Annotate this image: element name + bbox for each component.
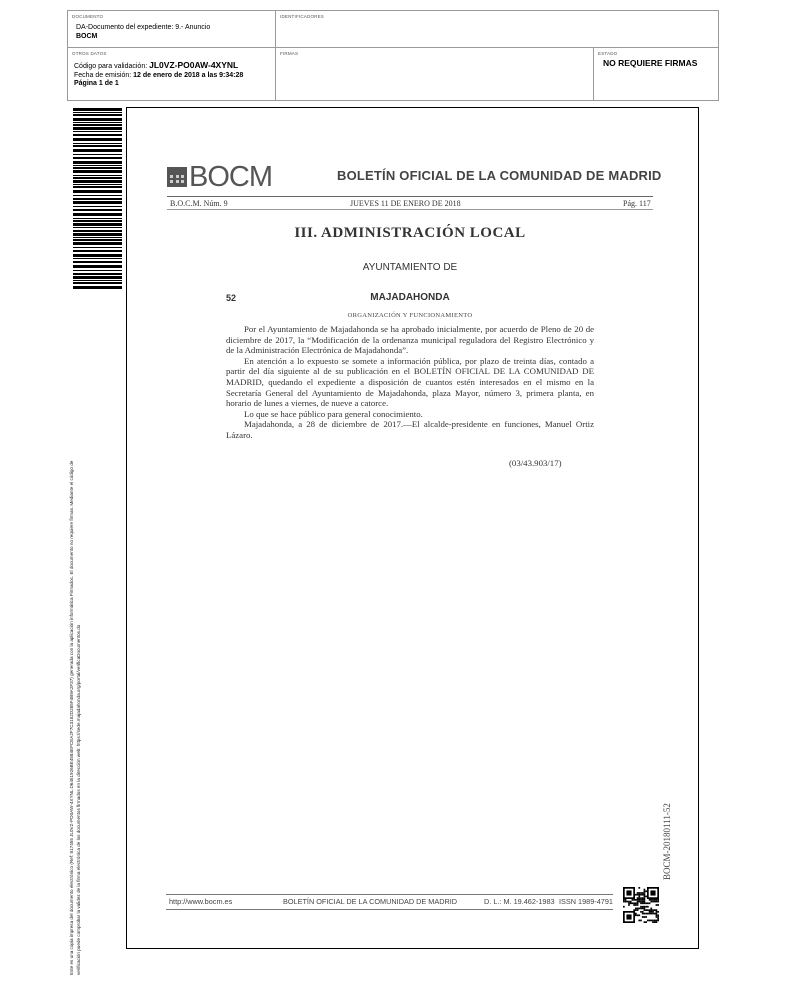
page-count: Página 1 de 1	[74, 80, 119, 87]
side-text-line1: Este es una copia impresa del documento electrónico (Ref: 817455 JL0VZ-PO0AW-4XYNL D6451926BE4584EFCEA2F7C3152D285F4B9A2F37) generada con la aplicación informática Firmadoc. El documento no requiere firmas. Mediante el código de	[69, 460, 74, 975]
section-title: III. ADMINISTRACIÓN LOCAL	[294, 225, 526, 241]
footer-title: BOLETÍN OFICIAL DE LA COMUNIDAD DE MADRID	[283, 897, 458, 906]
documento-line2: BOCM	[76, 33, 98, 40]
issue-number: B.O.C.M. Núm. 9	[170, 199, 228, 208]
identificadores-cell	[275, 11, 719, 47]
documento-line1: DA-Documento del expediente: 9.- Anuncio	[76, 24, 211, 31]
barcode-icon	[73, 108, 122, 290]
estado-value: NO REQUIERE FIRMAS	[603, 58, 698, 68]
paragraph: Lo que se hace público para general conocimiento.	[244, 408, 423, 419]
identificadores-label: IDENTIFICADORES	[280, 14, 325, 19]
masthead-title: BOLETÍN OFICIAL DE LA COMUNIDAD DE MADRID	[337, 168, 662, 183]
document-header-table	[67, 10, 719, 101]
entry-number: 52	[226, 293, 237, 303]
footer-url[interactable]: http://www.bocm.es	[169, 897, 233, 906]
firmas-label: FIRMAS	[280, 51, 299, 56]
meta-divider	[167, 209, 653, 210]
documento-label: DOCUMENTO	[72, 14, 104, 19]
announcement-body	[226, 324, 594, 441]
otros-datos-cell	[68, 47, 275, 101]
bulletin-footer	[166, 894, 613, 910]
announcement-reference: (03/43.903/17)	[509, 458, 562, 468]
validation-code[interactable]: JL0VZ-PO0AW-4XYNL	[149, 60, 239, 70]
logo-text: BOCM	[189, 161, 272, 193]
documento-cell	[68, 11, 275, 47]
ayuntamiento-heading: AYUNTAMIENTO DE	[362, 262, 458, 273]
entity-name: MAJADAHONDA	[370, 292, 450, 303]
firmas-cell	[275, 47, 593, 101]
madrid-stars-icon	[167, 167, 187, 187]
paragraph: Majadahonda, a 28 de diciembre de 2017.—El alcalde-presidente en funciones, Manuel Ortiz Lázaro.	[226, 419, 594, 440]
masthead-divider	[167, 196, 653, 197]
bocm-logo	[167, 161, 272, 193]
qr-code-icon	[623, 887, 659, 923]
issue-date-line: JUEVES 11 DE ENERO DE 2018	[350, 199, 461, 208]
fecha-prefix: Fecha de emisión:	[74, 72, 132, 79]
paragraph: Por el Ayuntamiento de Majadahonda se ha aprobado inicialmente, por acuerdo de Pleno de 20 de diciembre de 2017, la “Modificación de la ordenanza municipal reguladora del Registro Electrónico y de la Administración Electrónica de Majadahonda”.	[226, 324, 594, 356]
otros-datos-label: OTROS DATOS	[72, 51, 107, 56]
footer-issn: ISSN 1989-4791	[559, 897, 613, 906]
issue-date: 12 de enero de 2018 a las 9:34:28	[133, 72, 244, 79]
estado-label: ESTADO	[598, 51, 618, 56]
paragraph: En atención a lo expuesto se somete a información pública, por plazo de treinta días, contado a partir del día siguiente al de su publicación en el BOLETÍN OFICIAL DE LA COMUNIDAD DE MADRID, quedando el expediente a disposición de cuantos estén interesados en el mismo en la Secretaría General del Ayuntamiento de Majadahonda, plaza Mayor, número 3, primera planta, en horario de lunes a viernes, de nueve a catorce.	[226, 355, 594, 409]
page-number: Pág. 117	[623, 199, 651, 208]
bocm-side-code: BOCM-20180111-52	[662, 803, 672, 880]
codigo-prefix: Código para validación:	[74, 63, 148, 70]
side-text-line2: verificación puede comprobar la validez de la firma electrónica de los documentos firmados en la dirección web: https://sede.majadahonda.org/portal/verificaDocumentos.do	[76, 624, 81, 975]
estado-cell	[593, 47, 719, 101]
department-name: ORGANIZACIÓN Y FUNCIONAMIENTO	[347, 312, 473, 319]
footer-dl: D. L.: M. 19.462-1983	[484, 897, 555, 906]
verification-side-text	[68, 461, 82, 975]
